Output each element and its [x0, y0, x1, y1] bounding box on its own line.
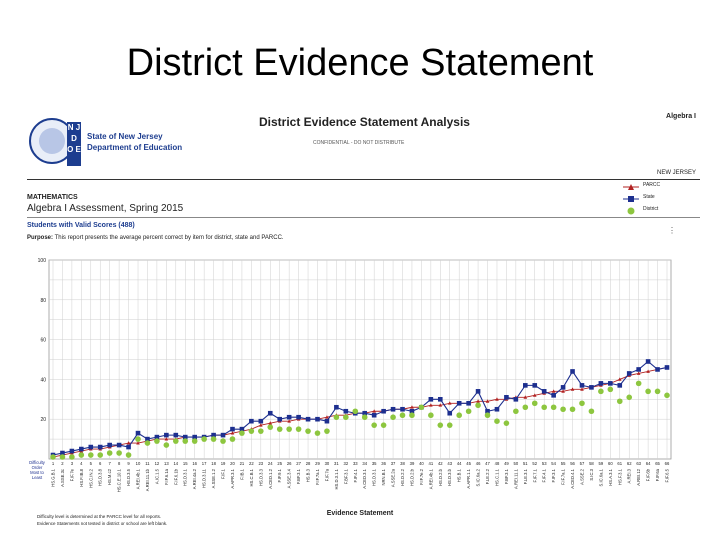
category-label: HS.F.3.1	[617, 469, 623, 486]
x-tick-label: 22	[249, 461, 254, 466]
data-point-district	[409, 412, 415, 418]
data-point-district	[664, 393, 670, 399]
x-tick-label: 48	[494, 461, 500, 466]
x-tick-label: 20	[230, 461, 235, 466]
category-label: F.IF.4.1	[352, 469, 358, 483]
data-point-district	[466, 408, 472, 414]
x-tick-label: 55	[560, 461, 566, 466]
report-image	[27, 104, 700, 536]
x-tick-label: 25	[277, 461, 283, 466]
category-label: F.IF.6.1b	[173, 469, 179, 485]
students-count: Students with Valid Scores (488)	[27, 222, 135, 229]
data-point-state	[466, 401, 471, 406]
subject-label: MATHEMATICS	[27, 194, 78, 201]
x-tick-label: 5	[89, 461, 92, 466]
data-point-state	[532, 383, 537, 388]
x-tick-label: 51	[522, 461, 528, 466]
data-point-district	[249, 428, 255, 434]
data-point-state	[551, 393, 556, 398]
data-point-district	[107, 450, 113, 456]
category-label: HS.C.1.1	[494, 469, 500, 486]
data-point-state	[334, 405, 339, 410]
data-point-district	[494, 418, 500, 424]
data-point-state	[542, 389, 547, 394]
x-tick-label: 56	[570, 461, 575, 466]
x-tick-label: 29	[315, 461, 320, 466]
difficulty-order-label: Difficulty	[29, 460, 45, 465]
x-tick-label: 44	[456, 461, 462, 466]
data-point-state	[315, 417, 320, 422]
data-point-state	[438, 397, 443, 402]
data-point-district	[475, 402, 481, 408]
data-point-district	[154, 438, 160, 444]
x-tick-label: 6	[99, 461, 102, 466]
data-point-state	[580, 383, 585, 388]
category-label: HS.D.3.1.1	[333, 469, 339, 490]
x-tick-label: 62	[626, 461, 632, 466]
data-point-state	[221, 433, 226, 438]
category-label: HS.G.B.1	[50, 469, 56, 487]
data-point-district	[570, 406, 576, 412]
x-tick-label: 10	[135, 461, 141, 466]
category-label: F.IF.7.1	[532, 469, 538, 483]
y-tick-label: 100	[37, 258, 46, 264]
category-label: A.REI.3	[626, 469, 632, 484]
footnote-2: Evidence Statements not tested in district or school are left blank.	[37, 521, 168, 526]
data-point-state	[447, 411, 452, 416]
data-point-state	[636, 367, 641, 372]
category-label: A.SSE.1.2	[211, 469, 217, 489]
x-tick-label: 38	[400, 461, 405, 466]
confidential-note: CONFIDENTIAL - DO NOT DISTRIBUTE	[313, 140, 405, 146]
x-tick-label: 45	[466, 461, 471, 466]
difficulty-order-label: Least	[31, 475, 43, 480]
data-point-state	[476, 389, 481, 394]
x-tick-label: 8	[117, 461, 121, 466]
data-point-state	[504, 395, 509, 400]
x-tick-label: 36	[381, 461, 386, 466]
category-label: F.BF.3.1	[343, 469, 349, 485]
category-label: HS.C.B.1	[248, 469, 254, 487]
data-point-district	[485, 412, 491, 418]
x-tick-label: 32	[343, 461, 349, 466]
data-point-state	[627, 371, 632, 376]
data-point-district	[230, 436, 236, 442]
category-label: F.IF.7a.1	[560, 469, 566, 485]
data-point-state	[617, 383, 622, 388]
data-point-state	[268, 411, 273, 416]
category-label: HS.D.3.1	[371, 469, 377, 486]
category-label: HS.B.1	[456, 469, 462, 483]
data-point-state	[589, 385, 594, 390]
legend-item-parcc	[621, 181, 691, 193]
x-tick-label: 2	[61, 461, 64, 466]
category-label: HS.D.3.1	[182, 469, 188, 486]
category-label: F.IF.6.5	[664, 469, 670, 483]
data-point-district	[97, 452, 103, 458]
x-tick-label: 7	[108, 461, 111, 466]
data-point-state	[457, 401, 462, 406]
data-point-state	[249, 419, 254, 424]
category-label: HS.M.c2	[107, 469, 113, 486]
data-point-state	[98, 445, 103, 450]
x-tick-label: 42	[437, 461, 443, 466]
category-label: HS.A.3.1	[607, 469, 613, 486]
data-point-state	[325, 419, 330, 424]
data-point-district	[551, 404, 557, 410]
data-point-state	[164, 433, 169, 438]
category-label: F.LE.3.1	[522, 469, 528, 485]
x-tick-label: 59	[598, 461, 604, 466]
data-point-state	[259, 419, 264, 424]
data-point-district	[579, 400, 585, 406]
category-label: HS.D.3.b	[447, 469, 453, 486]
category-label: HS.D.3.5	[126, 469, 132, 486]
x-tick-label: 64	[645, 461, 651, 466]
data-point-district	[258, 428, 264, 434]
category-label: F.IF.7e.2	[418, 469, 424, 485]
category-label: F.IF.3.1	[551, 469, 557, 483]
data-point-state	[665, 365, 670, 370]
x-tick-label: 37	[390, 461, 396, 466]
data-point-district	[598, 389, 604, 395]
x-tick-label: 49	[504, 461, 509, 466]
data-point-state	[429, 397, 434, 402]
x-tick-label: 63	[636, 461, 641, 466]
divider	[27, 217, 700, 218]
category-label: F.IF.6b	[645, 469, 651, 482]
category-label: A.SSE.3.4	[286, 469, 292, 489]
x-tick-label: 12	[154, 461, 160, 466]
legend-marker-parcc	[623, 183, 639, 191]
data-point-district	[60, 454, 66, 460]
data-point-state	[608, 381, 613, 386]
category-label: A.APR.3.1	[229, 469, 235, 489]
y-tick-label: 20	[40, 417, 46, 424]
data-point-district	[296, 426, 302, 432]
data-point-state	[174, 433, 179, 438]
category-label: S.IC.6a.1	[598, 469, 604, 487]
x-tick-label: 3	[70, 461, 74, 466]
data-point-district	[305, 428, 311, 434]
x-tick-label: 1	[51, 461, 55, 466]
data-point-district	[419, 404, 425, 410]
x-tick-label: 65	[655, 461, 660, 466]
data-point-district	[523, 404, 529, 410]
category-label: HS.D.2.b	[437, 469, 443, 486]
category-label: S.IC.6a.2	[475, 469, 481, 487]
category-label: F.IF.9.1	[277, 469, 283, 483]
x-tick-label: 53	[541, 461, 547, 466]
x-tick-label: 14	[173, 461, 179, 466]
state-label: NEW JERSEY	[656, 170, 696, 176]
category-label: HS.D.2.2	[400, 469, 406, 486]
category-label: A.REI.12	[636, 469, 642, 486]
category-label: F.BF.3.1	[503, 469, 509, 485]
category-label: A.REI.4a.2	[192, 469, 198, 490]
category-label: F.IF.7a	[324, 469, 330, 482]
x-tick-label: 39	[409, 461, 415, 466]
data-point-district	[220, 438, 226, 444]
x-tick-label: 40	[419, 461, 424, 466]
data-point-district	[286, 426, 292, 432]
x-tick-label: 50	[513, 461, 519, 466]
data-point-district	[126, 452, 132, 458]
data-point-state	[230, 427, 235, 432]
data-point-district	[211, 436, 217, 442]
category-label: A.CED.4.1	[570, 469, 576, 489]
data-point-state	[70, 449, 75, 454]
x-tick-label: 30	[324, 461, 330, 466]
data-point-state	[599, 381, 604, 386]
y-tick-label: 80	[40, 297, 46, 304]
data-point-district	[324, 428, 330, 434]
data-point-state	[126, 445, 131, 450]
data-point-district	[145, 440, 151, 446]
data-point-district	[352, 408, 358, 414]
x-tick-label: 16	[192, 461, 198, 466]
category-label: A.REI.11.1	[513, 469, 519, 489]
data-point-state	[514, 397, 519, 402]
x-tick-label: 24	[267, 461, 273, 466]
data-point-state	[107, 443, 112, 448]
x-tick-label: 23	[258, 461, 264, 466]
category-label: F.IF.4.1	[541, 469, 547, 483]
legend-marker-state	[623, 195, 639, 203]
data-point-state	[381, 409, 386, 414]
report-title: District Evidence Statement Analysis	[259, 115, 470, 129]
data-point-state	[306, 417, 311, 422]
data-point-district	[334, 414, 340, 420]
data-point-district	[371, 422, 377, 428]
category-label: A.APR.1.1	[466, 469, 472, 489]
data-point-state	[88, 445, 93, 450]
data-point-district	[504, 420, 510, 426]
category-label: F.IF.1	[220, 469, 226, 480]
data-point-state	[79, 447, 84, 452]
x-axis-title: Evidence Statement	[326, 510, 394, 517]
data-point-district	[182, 438, 188, 444]
data-point-district	[636, 381, 642, 387]
data-point-state	[117, 443, 122, 448]
data-point-district	[201, 436, 207, 442]
data-point-district	[456, 412, 462, 418]
legend-item-district	[621, 205, 691, 217]
data-point-state	[561, 385, 566, 390]
x-tick-label: 13	[164, 461, 169, 466]
x-tick-label: 33	[352, 461, 358, 466]
data-point-state	[136, 431, 141, 436]
y-tick-label: 60	[40, 337, 46, 344]
data-point-district	[513, 408, 519, 414]
course-label: Algebra I	[666, 113, 696, 120]
category-label: A.REI.4b.1	[428, 469, 434, 490]
njdoe-logo-icon: N J D O E	[67, 122, 81, 166]
data-point-district	[400, 412, 406, 418]
data-point-district	[437, 422, 443, 428]
category-label: A.CED.3.1	[362, 469, 368, 489]
data-point-district	[655, 389, 661, 395]
data-point-state	[372, 413, 377, 418]
category-label: F.IF.7e	[69, 469, 75, 482]
data-point-district	[277, 426, 283, 432]
data-point-district	[608, 387, 614, 393]
data-point-district	[315, 430, 321, 436]
org-line2: Department of Education	[87, 143, 183, 152]
legend-marker-district	[623, 207, 639, 215]
x-tick-label: 35	[371, 461, 377, 466]
x-tick-label: 28	[305, 461, 311, 466]
continuation-mark: ⋮	[668, 226, 676, 235]
evidence-statement-chart	[27, 252, 700, 536]
data-point-district	[192, 438, 198, 444]
x-tick-label: 17	[201, 461, 207, 466]
data-point-district	[532, 400, 538, 406]
category-label: F.IF.6a	[655, 469, 661, 482]
x-tick-label: 57	[579, 461, 585, 466]
data-point-district	[560, 406, 566, 412]
slide-title: District Evidence Statement	[126, 42, 594, 84]
category-label: HS.D.2.b	[409, 469, 415, 486]
divider	[27, 179, 700, 180]
category-label: HS.C.IN.2	[88, 469, 94, 488]
x-tick-label: 18	[211, 461, 216, 466]
data-point-district	[381, 422, 387, 428]
data-point-district	[541, 404, 547, 410]
x-tick-label: 15	[182, 461, 188, 466]
assessment-label: Algebra I Assessment, Spring 2015	[27, 203, 184, 214]
data-point-state	[523, 383, 528, 388]
category-label: HS.C.E.10.1	[116, 469, 122, 493]
category-label: F.BF.3.1	[296, 469, 302, 485]
category-label: F.IB.1	[239, 469, 245, 480]
data-point-district	[116, 450, 122, 456]
data-point-district	[362, 414, 368, 420]
y-tick-label: 40	[40, 377, 46, 384]
category-label: A.SSE.3c	[59, 469, 65, 487]
x-tick-label: 54	[551, 461, 556, 466]
data-point-district	[428, 412, 434, 418]
data-point-state	[344, 409, 349, 414]
x-tick-label: 21	[239, 461, 245, 466]
purpose-text: This report presents the average percent correct by item for district, state and PARCC.	[54, 235, 284, 241]
x-tick-label: 11	[145, 461, 150, 466]
category-label: HS.D.3.8	[97, 469, 103, 486]
legend-label-state: State	[643, 194, 655, 200]
org-line1: State of New Jersey	[87, 132, 163, 141]
data-point-district	[343, 414, 349, 420]
x-tick-label: 27	[296, 461, 301, 466]
data-point-district	[79, 452, 85, 458]
data-point-district	[447, 422, 453, 428]
x-tick-label: 47	[485, 461, 490, 466]
data-point-district	[267, 424, 273, 430]
data-point-state	[296, 415, 301, 420]
x-tick-label: 19	[220, 461, 226, 466]
category-label: HS.D.3.11	[201, 469, 207, 489]
x-tick-label: 46	[475, 461, 481, 466]
data-point-state	[655, 367, 660, 372]
category-label: HS.D.3.3	[258, 469, 264, 486]
data-point-district	[50, 454, 56, 460]
legend-label-parcc: PARCC	[643, 182, 661, 188]
category-label: F.IF.7a.1	[314, 469, 320, 485]
chart-legend	[621, 181, 691, 217]
data-point-district	[135, 436, 141, 442]
data-point-district	[88, 452, 94, 458]
data-point-district	[617, 398, 623, 404]
category-label: F.IF.6.1a	[163, 469, 169, 485]
x-tick-label: 61	[617, 461, 623, 466]
x-tick-label: 52	[532, 461, 538, 466]
legend-item-state	[621, 193, 691, 205]
x-tick-label: 43	[447, 461, 453, 466]
data-point-district	[69, 454, 75, 460]
data-point-state	[495, 407, 500, 412]
data-point-state	[277, 417, 282, 422]
x-tick-label: 9	[127, 461, 130, 466]
data-point-state	[287, 415, 292, 420]
data-point-district	[589, 408, 595, 414]
footnote-1: Difficulty level is determined at the PARCC level for all reports.	[37, 514, 162, 519]
x-tick-label: 26	[286, 461, 292, 466]
category-label: S.IC.3	[588, 469, 594, 481]
category-label: HS.B.3	[305, 469, 311, 483]
data-point-district	[645, 389, 651, 395]
data-point-district	[390, 414, 396, 420]
x-tick-label: 31	[334, 461, 339, 466]
category-label: F.LE.2.2	[485, 469, 491, 485]
data-point-state	[400, 407, 405, 412]
x-tick-label: 34	[362, 461, 368, 466]
data-point-district	[239, 430, 245, 436]
category-label: A.SSE.2a	[390, 469, 396, 488]
x-tick-label: 41	[428, 461, 434, 466]
category-label: HS.F.IB.8	[78, 469, 84, 487]
data-point-district	[173, 438, 179, 444]
category-label: A.REI.11.1b	[144, 469, 150, 492]
category-label: A.REI.4b.1	[135, 469, 141, 490]
x-tick-label: 66	[664, 461, 670, 466]
difficulty-order-label: Most to	[30, 470, 44, 475]
category-label: A.IC.1.5	[154, 469, 160, 485]
purpose-line	[27, 235, 284, 241]
data-point-district	[626, 395, 632, 401]
data-point-district	[164, 442, 170, 448]
difficulty-order-label: Order	[31, 465, 43, 470]
category-label: NRN.B.1	[381, 469, 387, 486]
data-point-state	[570, 369, 575, 374]
x-tick-label: 58	[589, 461, 594, 466]
purpose-label: Purpose:	[27, 235, 54, 241]
data-point-state	[391, 407, 396, 412]
category-label: A.SSE.2	[579, 469, 585, 485]
legend-label-district: District	[643, 206, 659, 212]
data-point-state	[646, 359, 651, 364]
x-tick-label: 4	[80, 461, 83, 466]
x-tick-label: 60	[607, 461, 613, 466]
category-label: A.CED.1.2	[267, 469, 273, 489]
